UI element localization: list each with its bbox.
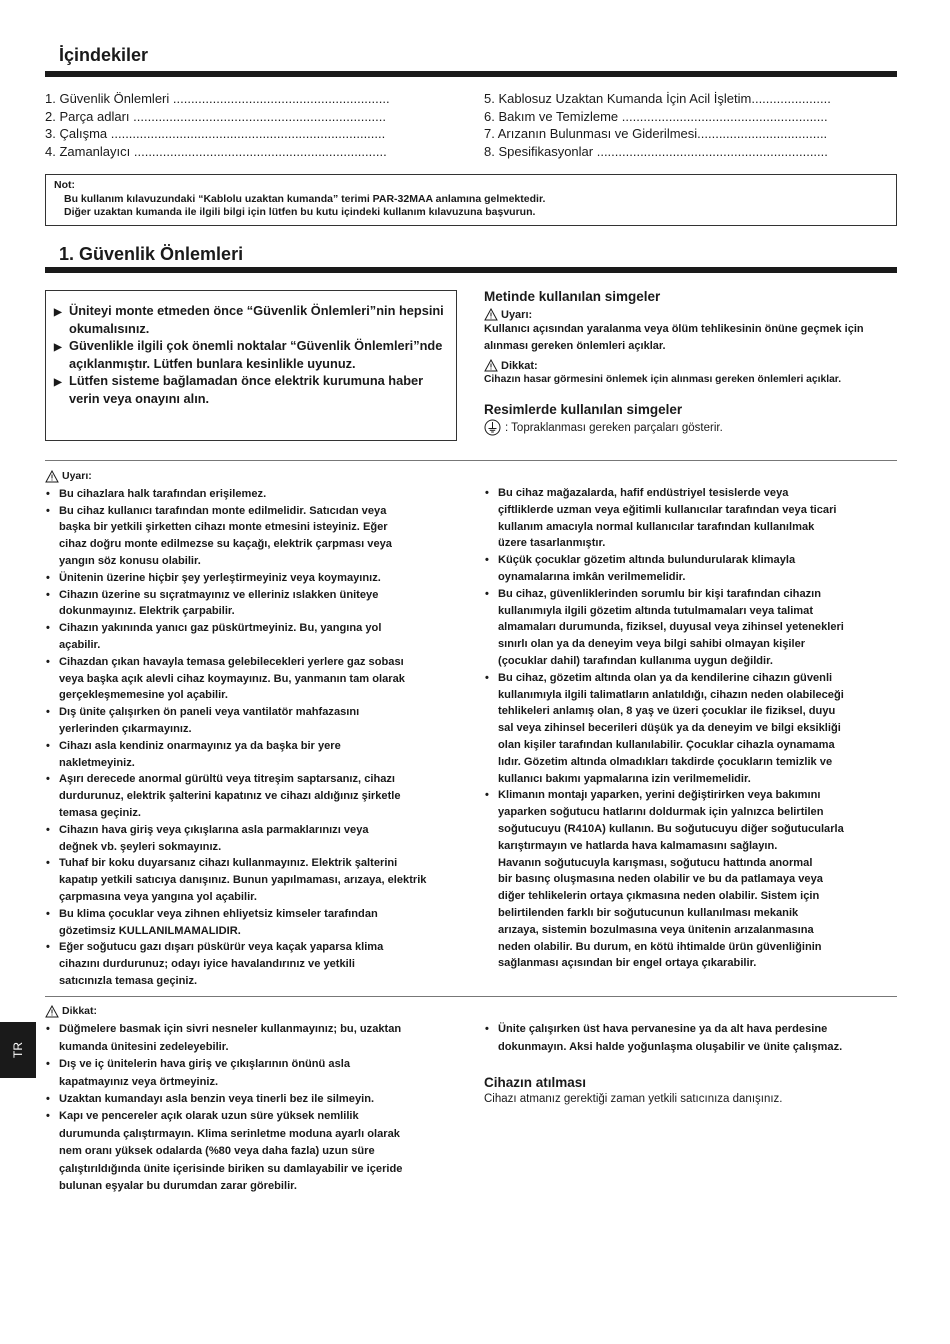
important-item: ▶ Üniteyi monte etmeden önce “Güvenlik Önlemleri”nin hepsini okumalısınız. — [54, 303, 444, 336]
bullet-item-continuation: kapatıp yetkili satıcıya danışınız. Bunun yapılmaması, arızaya, elektrik — [59, 874, 427, 887]
arrow-right-icon: ▶ — [54, 377, 62, 388]
divider — [45, 996, 897, 997]
bullet-item-continuation: çalıştırıldığında ünite içerisinde biriken su damlayabilir ve içeride — [59, 1162, 403, 1175]
language-tab-label: TR — [11, 1042, 25, 1058]
bullet-item-continuation: belirtilenden farklı bir soğutucunun kullanılması mekanik — [498, 906, 799, 919]
safety-rule — [45, 267, 897, 273]
bullet-item-continuation: kumanda ünitesini zedeleyebilir. — [59, 1040, 229, 1053]
bullet-item-continuation: diğer tehlikelerin ortaya çıkmasına neden olabilir. Sistem için — [498, 890, 820, 903]
caution-triangle-icon — [484, 359, 498, 372]
bullet-item-continuation: veya başka açık alevli cihaz koymayınız. Bu, yanmanın tam olarak — [59, 672, 405, 685]
caution-left-column — [45, 1003, 459, 1195]
bullet-item-continuation: kullanımıyla ilgili talimatların anlatıldığı, cihazın neden olabileceği — [498, 688, 844, 701]
warning-heading: Uyarı: — [45, 468, 459, 485]
bullet-item: • Kapı ve pencereler açık olarak uzun süre yüksek nemlilik — [45, 1108, 459, 1125]
bullet-item: • Bu cihaz, güvenliklerinden sorumlu bir kişi tarafından cihazın — [484, 586, 898, 603]
bullet-item: • Klimanın montajı yaparken, yerini değiştirirken veya bakımını — [484, 787, 898, 804]
divider — [45, 460, 897, 461]
bullet-item-continuation: kullanım amacıyla normal kullanıcılar tarafından kullanılmak — [498, 520, 815, 533]
ground-icon — [484, 419, 501, 436]
bullet-item-continuation: lıdır. Gözetim altında olmadıkları takdirde çocukların temizlik ve — [498, 755, 833, 768]
bullet-item-continuation: temasa geçiniz. — [59, 806, 142, 819]
caution-right-items — [484, 1020, 898, 1056]
toc-entry[interactable]: 4. Zamanlayıcı ...................................................................... — [45, 143, 387, 159]
bullet-item-continuation: başka bir yetkili şirketten cihazı monte etmesini isteyiniz. Eğer — [59, 521, 388, 534]
bullet-item-continuation: cihazını durdurunuz; odayı iyice havalandırınız ve yetkili — [59, 958, 355, 971]
bullet-item: • Tuhaf bir koku duyarsanız cihazı kullanmayınız. Elektrik şalterini — [45, 855, 459, 872]
toc-entry[interactable]: 7. Arızanın Bulunması ve Giderilmesi.................................... — [484, 126, 828, 142]
warning-description: Kullanıcı açısından yaralanma veya ölüm tehlikesinin önüne geçmek için alınması gereken önlemleri açıklar. — [484, 323, 864, 352]
bullet-item: • Eğer soğutucu gazı dışarı püskürür veya kaçak yaparsa klima — [45, 939, 459, 956]
bullet-item: • Uzaktan kumandayı asla benzin veya tinerli bez ile silmeyin. — [45, 1091, 459, 1108]
note-line: Diğer uzaktan kumanda ile ilgili bilgi için lütfen bu kutu içindeki kullanım kılavuzuna başvurun. — [64, 206, 536, 218]
bullet-item: • Cihazı asla kendiniz onarmayınız ya da başka bir yere — [45, 738, 459, 755]
bullet-item-continuation: kullanımıyla ilgili gözetim altında tutulmamaları veya talimat — [498, 604, 814, 617]
bullet-item-continuation: üzere tasarlanmıştır. — [498, 537, 606, 550]
bullet-item: • Aşırı derecede anormal gürültü veya titreşim saptarsanız, cihazı — [45, 771, 459, 788]
bullet-item-continuation: (çocuklar dahil) tarafından kullanıma uygun değildir. — [498, 654, 773, 667]
bullet-item-continuation: dokunmayın. Aksi halde yoğunlaşma oluşabilir ve ünite çalışmaz. — [498, 1041, 843, 1053]
language-tab — [0, 1022, 36, 1078]
bullet-item: • Cihazın hava giriş veya çıkışlarına asla parmaklarınızı veya — [45, 822, 459, 839]
bullet-item-continuation: değnek vb. şeyleri sokmayınız. — [59, 840, 222, 853]
disposal-title: Cihazın atılması — [484, 1075, 587, 1090]
bullet-item-continuation: durdurunuz, elektrik şalterini kapatınız ve cihazı aldığınız şirketle — [59, 790, 401, 803]
bullet-item-continuation: kapatmayınız veya örtmeyiniz. — [59, 1075, 219, 1088]
toc-entry[interactable]: 8. Spesifikasyonlar ................................................................ — [484, 143, 828, 159]
bullet-item-continuation: tehlikeleri anlamış olan, 8 yaş ve üzeri çocuklar ile fiziksel, duyu — [498, 705, 836, 718]
important-item: ▶ Güvenlikle ilgili çok önemli noktalar “Güvenlik Önlemleri”nde açıklanmıştır. Lütfen bunlara kesinlikle uyunuz. — [54, 338, 443, 371]
note-line: Bu kullanım kılavuzundaki “Kablolu uzaktan kumanda” terimi PAR-32MAA anlamına gelmektedir. — [64, 192, 546, 205]
arrow-right-icon: ▶ — [54, 307, 62, 318]
bullet-item-continuation: yangın söz konusu olabilir. — [59, 554, 201, 567]
bullet-item: • Ünite çalışırken üst hava pervanesine ya da alt hava perdesine — [484, 1020, 898, 1038]
bullet-item: • Bu cihaz, gözetim altında olan ya da kendilerine cihazın güvenli — [484, 670, 898, 687]
bullet-item-continuation: arızaya, sistemin bozulmasına veya ünitenin arızalanmasına — [498, 923, 814, 936]
important-item: ▶ Lütfen sisteme bağlamadan önce elektrik kurumuna haber verin veya onayını alın. — [54, 373, 424, 406]
bullet-item-continuation: durumunda çalıştırmayın. Klima serinletme moduna ayarlı olarak — [59, 1127, 400, 1140]
bullet-item-continuation: sal veya zihinsel becerileri düşük ya da deneyim ve bilgi eksikliği — [498, 722, 841, 735]
bullet-item-continuation: olan kişiler tarafından kullanılabilir. Çocuklar cihazla oynamama — [498, 738, 835, 751]
bullet-item-continuation: cihaz doğru monte edilmezse su kaçağı, elektrik çarpması veya — [59, 538, 392, 551]
bullet-item-continuation: bulunan eşyalar bu durumdan zarar görebilir. — [59, 1180, 297, 1193]
note-box — [45, 174, 897, 226]
toc-rule — [45, 71, 897, 77]
bullet-item: • Küçük çocuklar gözetim altında bulundurularak klimayla — [484, 552, 898, 569]
toc-entry[interactable]: 3. Çalışma ............................................................................ — [45, 126, 386, 142]
bullet-item-continuation: yaparken soğutucu hatlarını doldurmak için yalnızca belirtilen — [498, 806, 824, 819]
caution-right-column — [484, 1020, 898, 1106]
bullet-item-continuation: dokunmayınız. Elektrik çarpabilir. — [59, 605, 235, 618]
toc-entry[interactable]: 5. Kablosuz Uzaktan Kumanda İçin Acil İşletim...................... — [484, 91, 831, 106]
bullet-item-continuation: satıcınızla temasa geçiniz. — [59, 974, 198, 987]
warning-left-column — [45, 468, 459, 990]
bullet-item-continuation: gerçekleşmemesine yol açabilir. — [59, 689, 228, 702]
toc-left-column — [45, 90, 429, 160]
bullet-item-continuation: kullanıcı bakımı yapmalarına izin verilmemelidir. — [498, 772, 751, 785]
bullet-item: • Dış ve iç ünitelerin hava giriş ve çıkışlarının önünü asla — [45, 1056, 459, 1073]
toc-entry[interactable]: 2. Parça adları ...................................................................... — [45, 108, 386, 124]
toc-title: İçindekiler — [59, 45, 149, 65]
text-symbols-heading: Metinde kullanılan simgeler — [484, 289, 661, 304]
arrow-right-icon: ▶ — [54, 342, 62, 353]
bullet-item-continuation: oynamalarına imkân verilmemelidir. — [498, 570, 686, 583]
disposal-block — [484, 1074, 898, 1106]
warning-label: Uyarı: — [484, 308, 896, 321]
bullet-item: • Bu cihaz mağazalarda, hafif endüstriyel tesislerde veya — [484, 485, 898, 502]
safety-title: 1. Güvenlik Önlemleri — [59, 244, 244, 264]
bullet-item-continuation: sağlanması açısından bir engel ortaya çıkarabilir. — [498, 957, 757, 970]
symbols-panel — [484, 289, 896, 436]
caution-triangle-icon — [45, 1005, 59, 1018]
note-title: Not: — [54, 179, 75, 191]
caution-label: Dikkat: — [484, 359, 896, 372]
bullet-item-continuation: gözetimsiz KULLANILMAMALIDIR. — [59, 924, 241, 937]
bullet-item: • Düğmelere basmak için sivri nesneler kullanmayınız; bu, uzaktan — [45, 1021, 459, 1038]
warning-triangle-icon — [45, 470, 59, 483]
bullet-item-continuation: almamaları durumunda, fiziksel, duyusal veya zihinsel yetenekleri — [498, 621, 844, 634]
picture-symbols-heading: Resimlerde kullanılan simgeler — [484, 402, 683, 417]
bullet-item: • Bu cihaz kullanıcı tarafından monte edilmelidir. Satıcıdan veya — [45, 503, 459, 520]
bullet-item: • Cihazdan çıkan havayla temasa gelebilecekleri yerlere gaz sobası — [45, 654, 459, 671]
bullet-item-continuation: soğutucuyu (R410A) kullanın. Bu soğutucuyu diğer soğutucularla — [498, 822, 844, 835]
important-box — [45, 290, 457, 441]
bullet-item: • Bu cihazlara halk tarafından erişilemez. — [45, 486, 459, 503]
bullet-item: • Ünitenin üzerine hiçbir şey yerleştirmeyiniz veya koymayınız. — [45, 570, 459, 587]
bullet-item: • Bu klima çocuklar veya zihnen ehliyetsiz kimseler tarafından — [45, 906, 459, 923]
bullet-item-continuation: sınırlı olan ya da deneyim veya bilgi sahibi olmayan kişiler — [498, 638, 806, 651]
bullet-item-continuation: çarpmasına veya yangına yol açabilir. — [59, 890, 257, 903]
bullet-item-continuation: neden olabilir. Bu durum, en kötü ihtimalde ürün güvenliğinin — [498, 940, 822, 953]
toc-right-column — [484, 90, 868, 160]
caution-description: Cihazın hasar görmesini önlemek için alınması gereken önlemleri açıklar. — [484, 374, 842, 385]
bullet-item-continuation: yerlerinden çıkarmayınız. — [59, 722, 192, 735]
bullet-item-continuation: açabilir. — [59, 638, 101, 651]
caution-heading: Dikkat: — [45, 1003, 459, 1020]
bullet-item: • Dış ünite çalışırken ön paneli veya vantilatör mahfazasını — [45, 704, 459, 721]
ground-symbol-row: : Topraklanması gereken parçaları gösterir. — [484, 419, 896, 436]
bullet-item: • Cihazın üzerine su sıçratmayınız ve elleriniz ıslakken üniteye — [45, 587, 459, 604]
bullet-item-continuation: çiftliklerde uzman veya eğitimli kullanıcılar tarafından veya ticari — [498, 503, 837, 516]
toc-entry[interactable]: 1. Güvenlik Önlemleri ............................................................ — [45, 91, 390, 106]
toc-entry[interactable]: 6. Bakım ve Temizleme ......................................................... — [484, 108, 828, 124]
bullet-item-continuation: Havanın soğutucuyla karışması, soğutucu hattında anormal — [498, 856, 813, 869]
disposal-text: Cihazı atmanız gerektiği zaman yetkili satıcınıza danışınız. — [484, 1093, 783, 1105]
bullet-item-continuation: bir basınç oluşmasına neden olabilir ve bu da patlamaya veya — [498, 873, 823, 886]
bullet-item: • Cihazın yakınında yanıcı gaz püskürtmeyiniz. Bu, yangına yol — [45, 620, 459, 637]
bullet-item-continuation: nakletmeyiniz. — [59, 756, 135, 769]
warning-right-column — [484, 485, 898, 972]
bullet-item-continuation: karıştırmayın ve hatlarda hava kalmamasını sağlayın. — [498, 839, 778, 852]
warning-triangle-icon — [484, 308, 498, 321]
bullet-item-continuation: nem oranı yüksek odalarda (%80 veya daha fazla) uzun süre — [59, 1145, 375, 1158]
